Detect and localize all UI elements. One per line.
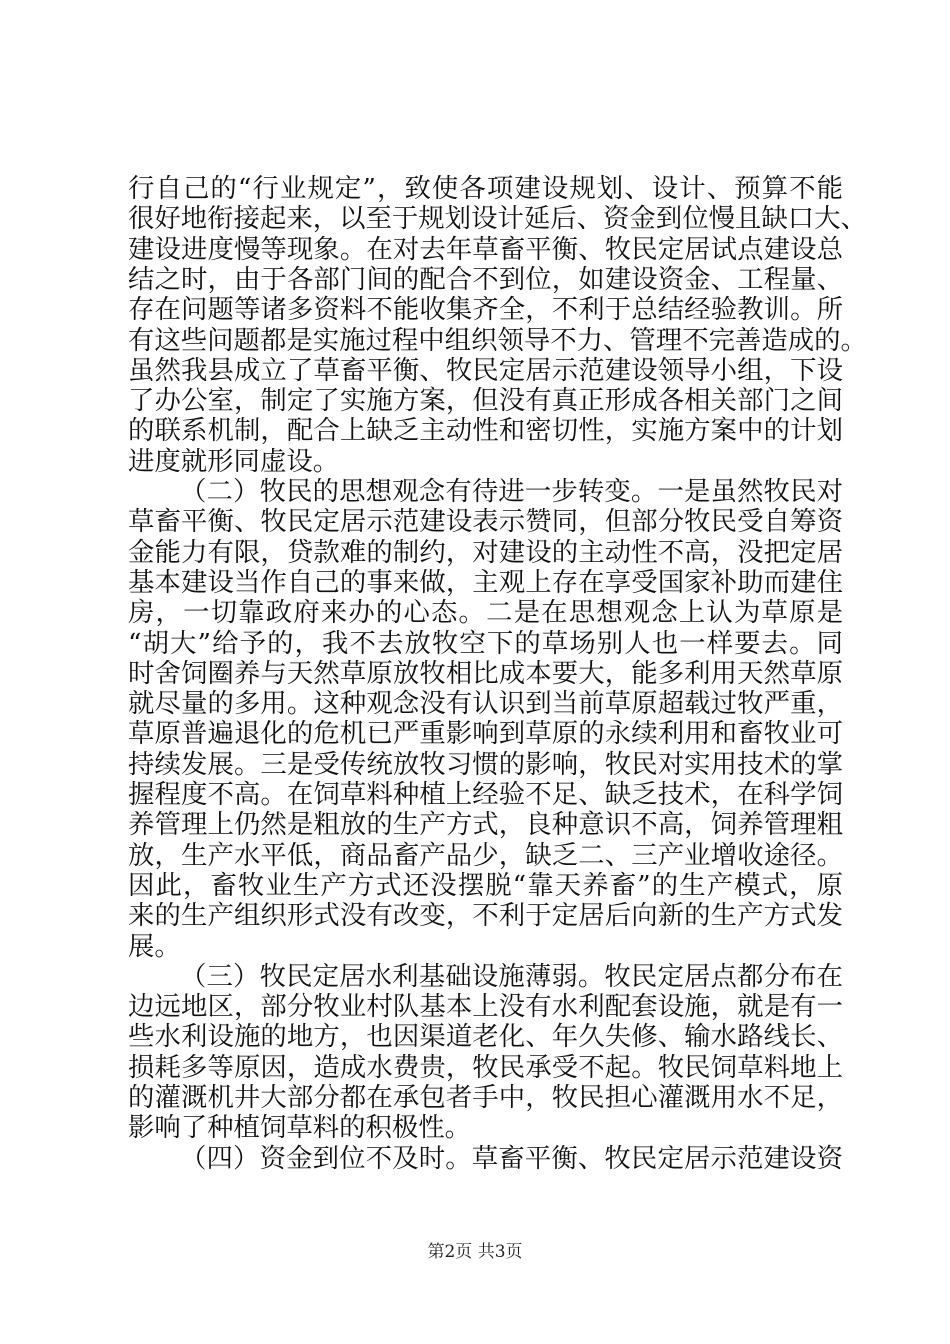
text-line: 行自己的“行业规定”，致使各项建设规划、设计、预算不能 (128, 173, 843, 204)
text-line: 结之时，由于各部门间的配合不到位，如建设资金、工程量、 (128, 263, 843, 295)
text-line: 存在问题等诸多资料不能收集齐全，不利于总结经验教训。所 (128, 294, 843, 326)
text-line: 的灌溉机井大部分都在承包者手中，牧民担心灌溉用水不足， (128, 1082, 843, 1113)
text-line: 影响了种植饲草料的积极性。 (128, 1112, 472, 1144)
text-line: 展。 (128, 930, 181, 962)
text-line: 虽然我县成立了草畜平衡、牧民定居示范建设领导小组，下设 (128, 354, 843, 386)
section-heading-line: （四）资金到位不及时。草畜平衡、牧民定居示范建设资 (180, 1142, 843, 1174)
text-line: 握程度不高。在饲草料种植上经验不足、缺乏技术，在科学饲 (128, 779, 843, 810)
text-line: “胡大”给予的，我不去放牧空下的草场别人也一样要去。同 (128, 627, 843, 659)
text-line: 草畜平衡、牧民定居示范建设表示赞同，但部分牧民受自筹资 (128, 506, 843, 538)
text-line: 很好地衔接起来，以至于规划设计延后、资金到位慢且缺口大、 (128, 203, 867, 235)
text-line: 时舍饲圈养与天然草原放牧相比成本要大，能多利用天然草原 (128, 657, 843, 689)
text-line: 了办公室，制定了实施方案，但没有真正形成各相关部门之间 (128, 385, 843, 417)
text-line: 放，生产水平低，商品畜产品少，缺乏二、三产业增收途径。 (128, 839, 843, 871)
text-line: 边远地区，部分牧业村队基本上没有水利配套设施，就是有一 (128, 991, 843, 1023)
text-line: 建设进度慢等现象。在对去年草畜平衡、牧民定居试点建设总 (128, 233, 843, 265)
text-line: 的联系机制，配合上缺乏主动性和密切性，实施方案中的计划 (128, 415, 843, 447)
text-line: 持续发展。三是受传统放牧习惯的影响，牧民对实用技术的掌 (128, 748, 843, 780)
text-line: 就尽量的多用。这种观念没有认识到当前草原超载过牧严重， (128, 688, 843, 720)
text-line: 些水利设施的地方，也因渠道老化、年久失修、输水路线长、 (128, 1021, 843, 1053)
text-line: 有这些问题都是实施过程中组织领导不力、管理不完善造成的。 (128, 324, 867, 356)
text-line: 金能力有限，贷款难的制约，对建设的主动性不高，没把定居 (128, 536, 843, 568)
section-heading-line: （二）牧民的思想观念有待进一步转变。一是虽然牧民对 (180, 476, 843, 507)
section-heading-line: （三）牧民定居水利基础设施薄弱。牧民定居点都分布在 (180, 960, 843, 992)
text-line: 草原普遍退化的危机已严重影响到草原的永续利用和畜牧业可 (128, 718, 843, 750)
text-line: 因此，畜牧业生产方式还没摆脱“靠天养畜”的生产模式，原 (128, 869, 843, 901)
page-footer: 第2页 共3页 (427, 1242, 523, 1262)
text-line: 进度就形同虚设。 (128, 445, 340, 477)
text-line: 来的生产组织形式没有改变，不利于定居后向新的生产方式发 (128, 900, 843, 932)
text-line: 房，一切靠政府来办的心态。二是在思想观念上认为草原是 (128, 597, 843, 629)
text-line: 基本建设当作自己的事来做，主观上存在享受国家补助而建住 (128, 566, 843, 598)
text-line: 养管理上仍然是粗放的生产方式，良种意识不高，饲养管理粗 (128, 809, 843, 841)
text-line: 损耗多等原因，造成水费贵，牧民承受不起。牧民饲草料地上 (128, 1051, 843, 1083)
